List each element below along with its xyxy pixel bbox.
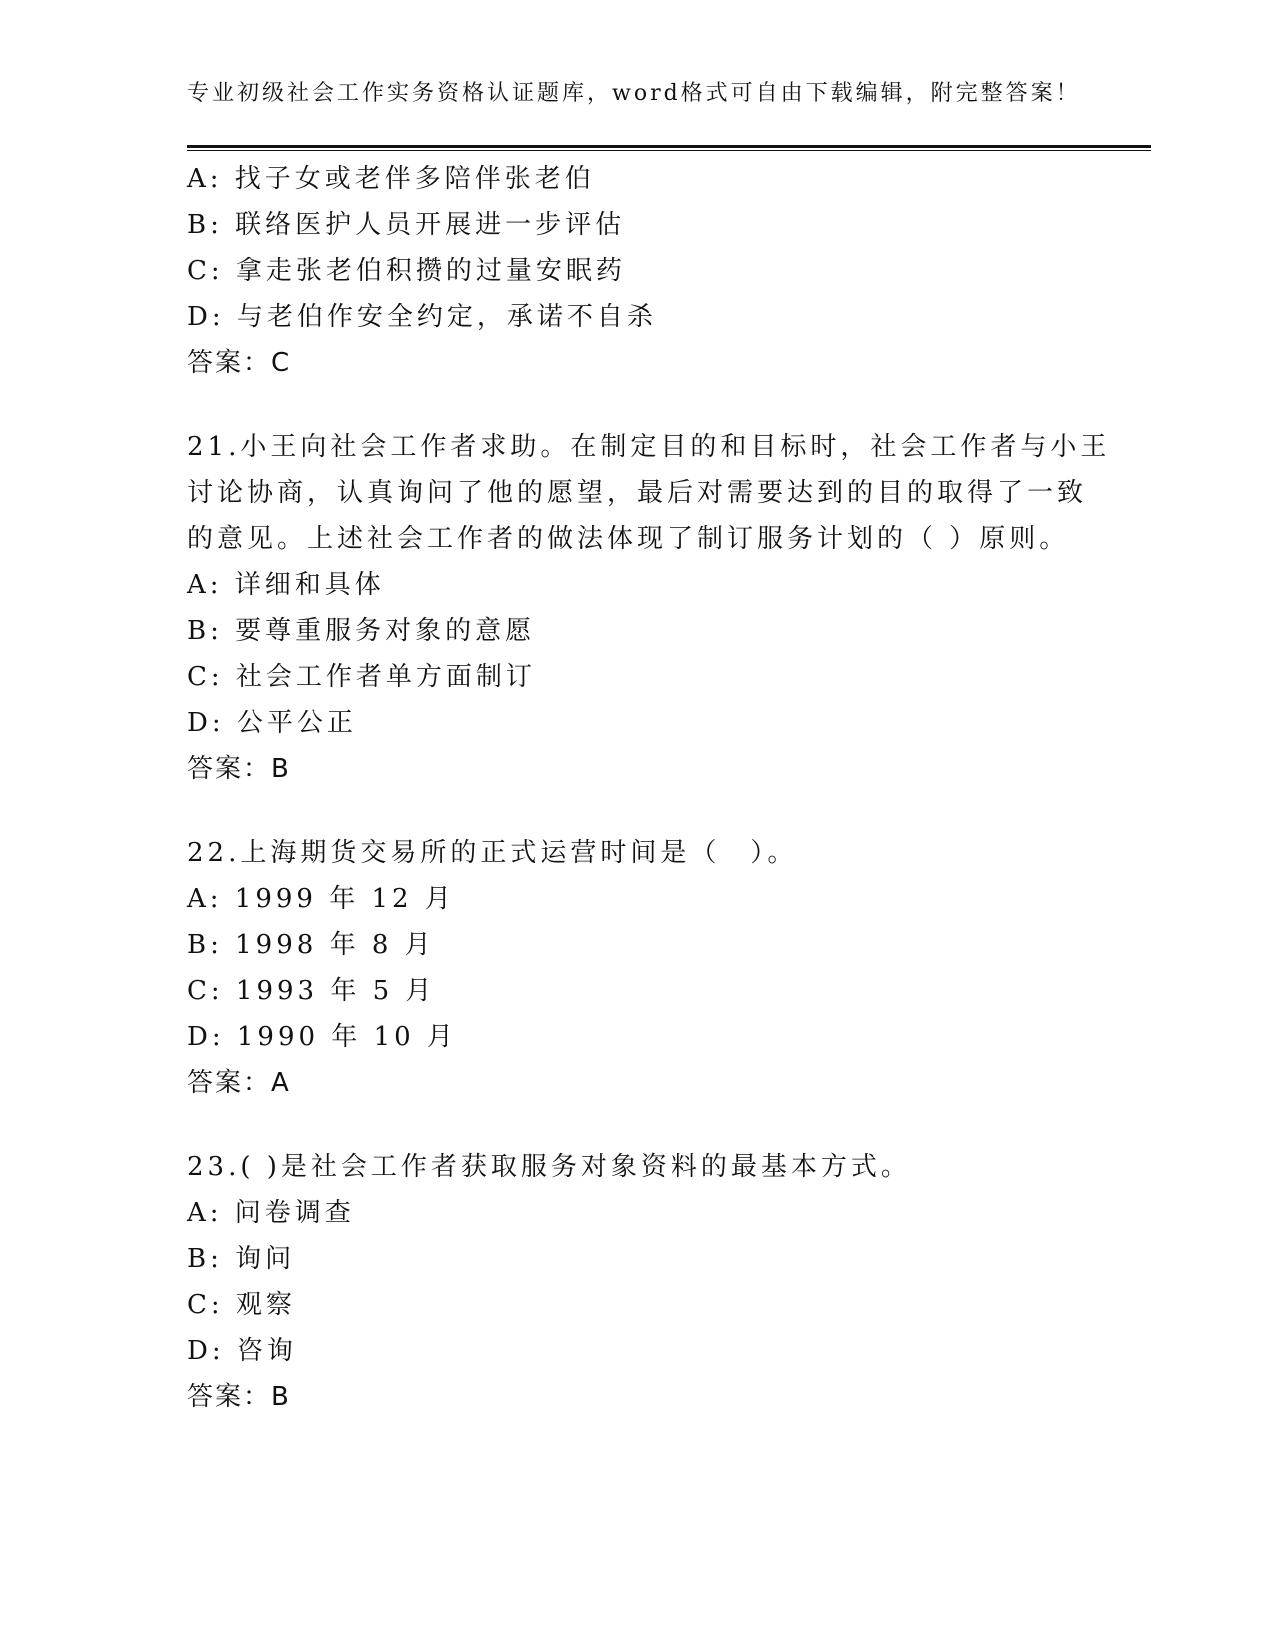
option-c: C: 社会工作者单方面制订 xyxy=(187,662,536,692)
question-stem-line: 21.小王向社会工作者求助。在制定目的和目标时，社会工作者与小王 xyxy=(187,432,1111,462)
option-c: C: 观察 xyxy=(187,1290,296,1320)
option-a: A: 详细和具体 xyxy=(187,570,385,600)
option-a: A: 找子女或老伴多陪伴张老伯 xyxy=(187,164,595,194)
question-21 xyxy=(187,424,1111,792)
question-20 xyxy=(187,156,1087,386)
answer: 答案：B xyxy=(187,754,291,784)
option-a: A: 问卷调查 xyxy=(187,1198,355,1228)
page-header: 专业初级社会工作实务资格认证题库，word格式可自由下载编辑，附完整答案！ xyxy=(187,81,1081,106)
option-b: B: 联络医护人员开展进一步评估 xyxy=(187,210,626,240)
question-list xyxy=(187,156,1111,1420)
header-rule-thin xyxy=(187,150,1151,151)
option-c: C: 1993 年 5 月 xyxy=(187,976,436,1006)
option-d: D: 公平公正 xyxy=(187,708,357,738)
question-stem: 22.上海期货交易所的正式运营时间是（ ）。 xyxy=(187,838,798,868)
option-a: A: 1999 年 12 月 xyxy=(187,884,455,914)
question-22 xyxy=(187,830,1087,1106)
header-rule-thick xyxy=(187,145,1151,148)
answer: 答案：C xyxy=(187,348,292,378)
option-b: B: 1998 年 8 月 xyxy=(187,930,435,960)
question-stem-line: 讨论协商，认真询问了他的愿望，最后对需要达到的目的取得了一致 xyxy=(187,478,1088,508)
option-d: D: 1990 年 10 月 xyxy=(187,1022,457,1052)
question-23 xyxy=(187,1144,1087,1420)
answer: 答案：B xyxy=(187,1382,291,1412)
option-b: B: 要尊重服务对象的意愿 xyxy=(187,616,536,646)
option-b: B: 询问 xyxy=(187,1244,296,1274)
question-stem-line: 的意见。上述社会工作者的做法体现了制订服务计划的（ ）原则。 xyxy=(187,524,1070,554)
option-d: D: 与老伯作安全约定，承诺不自杀 xyxy=(187,302,657,332)
question-stem: 23.( )是社会工作者获取服务对象资料的最基本方式。 xyxy=(187,1152,911,1182)
option-c: C: 拿走张老伯积攒的过量安眠药 xyxy=(187,256,626,286)
option-d: D: 咨询 xyxy=(187,1336,297,1366)
answer: 答案：A xyxy=(187,1068,291,1098)
